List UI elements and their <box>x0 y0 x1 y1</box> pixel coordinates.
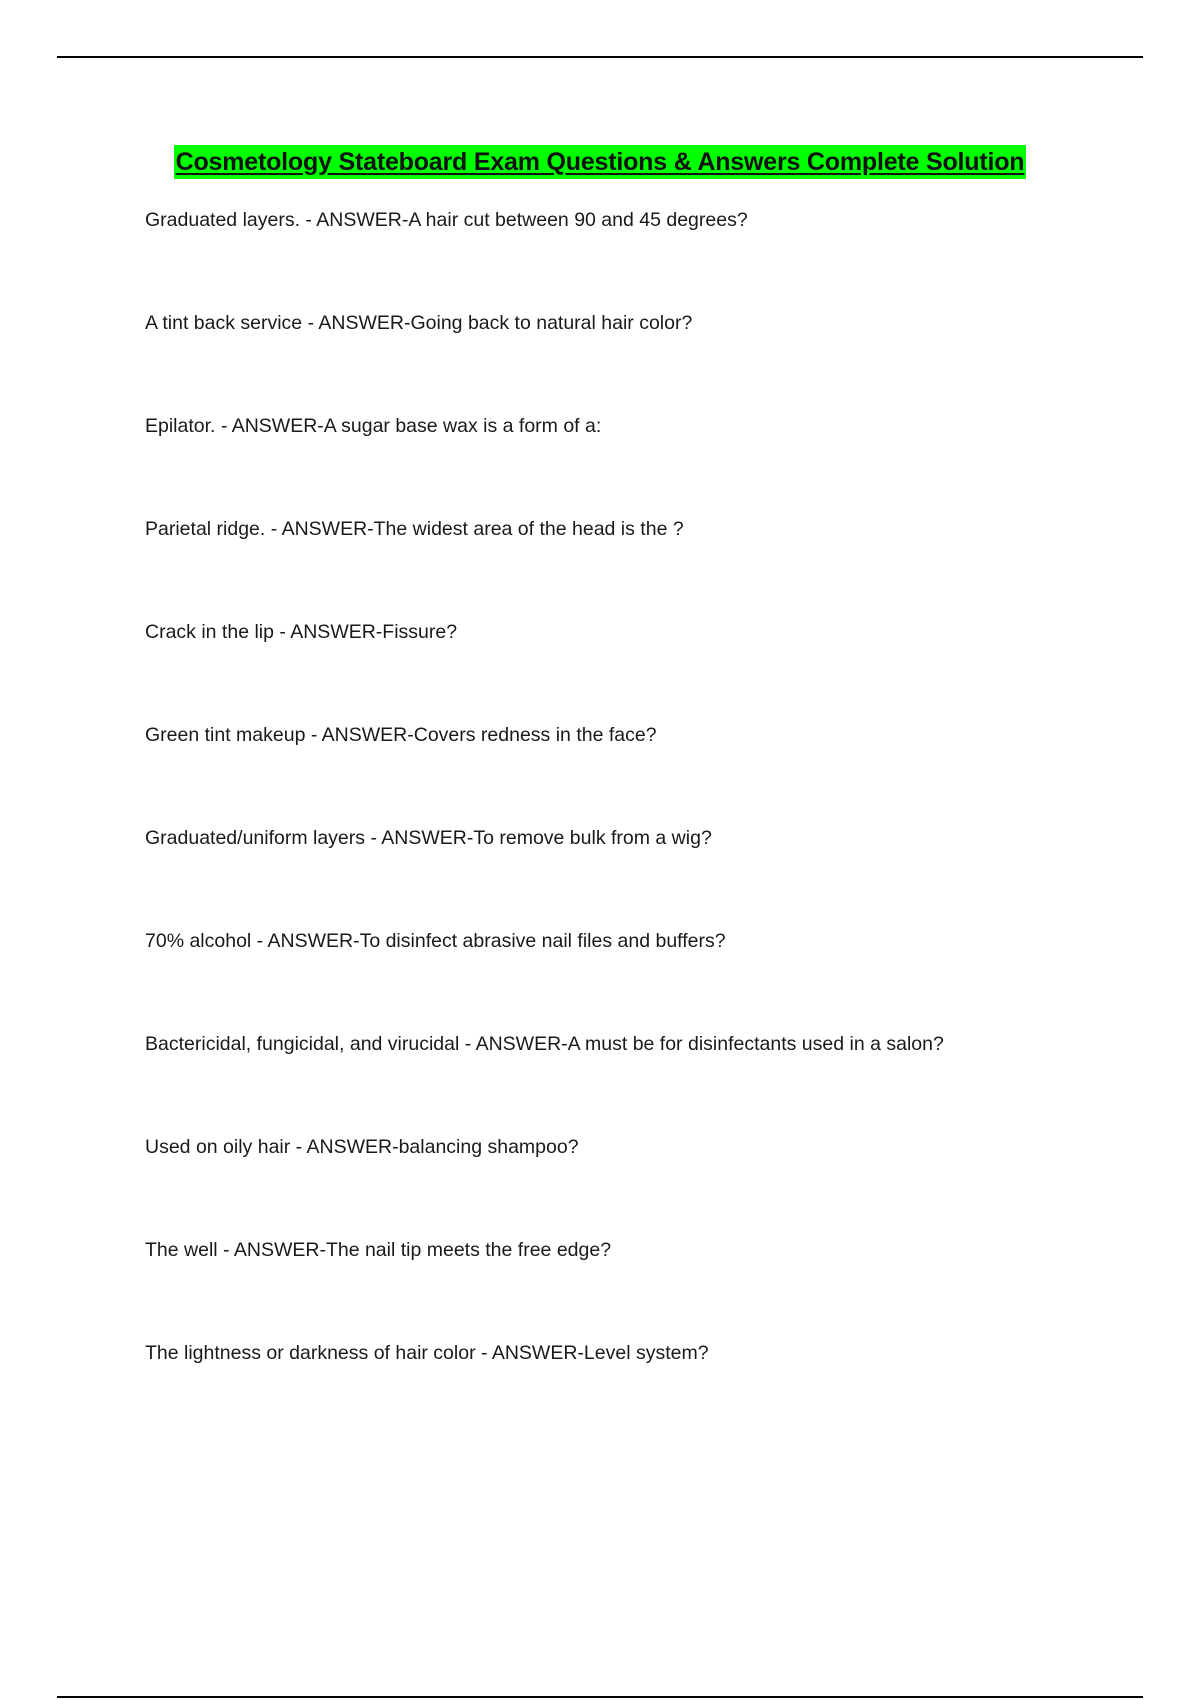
qa-list <box>145 206 944 1442</box>
qa-item: Crack in the lip - ANSWER-Fissure? <box>145 621 458 643</box>
qa-item: Bactericidal, fungicidal, and virucidal - ANSWER-A must be for disinfectants used in a salon? <box>145 1033 944 1055</box>
qa-item: Green tint makeup - ANSWER-Covers redness in the face? <box>145 724 657 746</box>
top-divider <box>57 56 1143 58</box>
qa-item: 70% alcohol - ANSWER-To disinfect abrasive nail files and buffers? <box>145 930 726 952</box>
qa-item: Epilator. - ANSWER-A sugar base wax is a form of a: <box>145 415 602 437</box>
document-title: Cosmetology Stateboard Exam Questions & Answers Complete Solution <box>174 145 1027 179</box>
qa-item: Parietal ridge. - ANSWER-The widest area of the head is the ? <box>145 518 684 540</box>
qa-item: Used on oily hair - ANSWER-balancing shampoo? <box>145 1136 579 1158</box>
qa-item: The lightness or darkness of hair color - ANSWER-Level system? <box>145 1342 709 1364</box>
qa-item: Graduated layers. - ANSWER-A hair cut between 90 and 45 degrees? <box>145 209 748 231</box>
qa-item: Graduated/uniform layers - ANSWER-To remove bulk from a wig? <box>145 827 712 849</box>
title-container <box>0 145 1200 179</box>
qa-item: A tint back service - ANSWER-Going back to natural hair color? <box>145 312 693 334</box>
bottom-divider <box>57 1696 1143 1698</box>
qa-item: The well - ANSWER-The nail tip meets the free edge? <box>145 1239 612 1261</box>
